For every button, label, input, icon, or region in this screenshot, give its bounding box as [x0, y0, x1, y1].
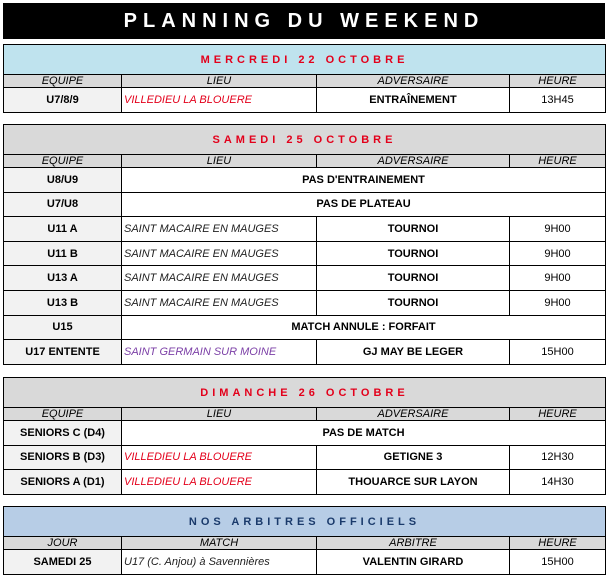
jour-cell: SAMEDI 25: [4, 550, 122, 575]
adversaire-cell: ENTRAÎNEMENT: [317, 88, 510, 113]
col-header-equipe: EQUIPE: [4, 155, 122, 168]
lieu-cell: SAINT MACAIRE EN MAUGES: [122, 217, 317, 242]
note-cell: PAS DE PLATEAU: [122, 192, 606, 217]
team-cell: U7/U8: [4, 192, 122, 217]
lieu-cell: VILLEDIEU LA BLOUERE: [122, 88, 317, 113]
col-header-adversaire: ADVERSAIRE: [317, 408, 510, 421]
table-row: [4, 241, 606, 266]
note-cell: PAS D'ENTRAINEMENT: [122, 168, 606, 193]
team-cell: U17 ENTENTE: [4, 340, 122, 365]
arbitres-banner: NOS ARBITRES OFFICIELS: [4, 507, 606, 537]
col-header-match: MATCH: [122, 537, 317, 550]
lieu-cell: VILLEDIEU LA BLOUERE: [122, 470, 317, 495]
lieu-cell: SAINT MACAIRE EN MAUGES: [122, 266, 317, 291]
team-cell: U15: [4, 315, 122, 340]
note-cell: MATCH ANNULE : FORFAIT: [122, 315, 606, 340]
table-row: [4, 445, 606, 470]
col-header-heure: HEURE: [510, 537, 606, 550]
heure-cell: 9H00: [510, 241, 606, 266]
col-header-equipe: EQUIPE: [4, 408, 122, 421]
day-banner: MERCREDI 22 OCTOBRE: [4, 45, 606, 75]
col-header-adversaire: ADVERSAIRE: [317, 75, 510, 88]
table-row: [4, 421, 606, 446]
lieu-cell: VILLEDIEU LA BLOUERE: [122, 445, 317, 470]
col-header-heure: HEURE: [510, 408, 606, 421]
schedule-samedi: [3, 124, 606, 365]
col-header-lieu: LIEU: [122, 155, 317, 168]
heure-cell: 15H00: [510, 550, 606, 575]
table-row: [4, 550, 606, 575]
heure-cell: 13H45: [510, 88, 606, 113]
note-cell: PAS DE MATCH: [122, 421, 606, 446]
heure-cell: 14H30: [510, 470, 606, 495]
table-row: [4, 88, 606, 113]
col-header-equipe: EQUIPE: [4, 75, 122, 88]
adversaire-cell: GJ MAY BE LEGER: [317, 340, 510, 365]
table-row: [4, 266, 606, 291]
col-header-arbitre: ARBITRE: [317, 537, 510, 550]
adversaire-cell: TOURNOI: [317, 266, 510, 291]
schedule-mercredi: [3, 44, 606, 113]
col-header-adversaire: ADVERSAIRE: [317, 155, 510, 168]
adversaire-cell: TOURNOI: [317, 217, 510, 242]
heure-cell: 12H30: [510, 445, 606, 470]
table-row: [4, 290, 606, 315]
team-cell: SENIORS A (D1): [4, 470, 122, 495]
arbitre-cell: VALENTIN GIRARD: [317, 550, 510, 575]
team-cell: U13 B: [4, 290, 122, 315]
adversaire-cell: THOUARCE SUR LAYON: [317, 470, 510, 495]
team-cell: U8/U9: [4, 168, 122, 193]
lieu-cell: SAINT MACAIRE EN MAUGES: [122, 241, 317, 266]
team-cell: SENIORS C (D4): [4, 421, 122, 446]
schedule-dimanche: [3, 377, 606, 495]
col-header-heure: HEURE: [510, 155, 606, 168]
table-row: [4, 217, 606, 242]
team-cell: U11 B: [4, 241, 122, 266]
table-row: [4, 192, 606, 217]
team-cell: U11 A: [4, 217, 122, 242]
lieu-cell: SAINT GERMAIN SUR MOINE: [122, 340, 317, 365]
table-row: [4, 470, 606, 495]
table-row: [4, 168, 606, 193]
day-banner: SAMEDI 25 OCTOBRE: [4, 125, 606, 155]
col-header-lieu: LIEU: [122, 408, 317, 421]
heure-cell: 9H00: [510, 217, 606, 242]
heure-cell: 15H00: [510, 340, 606, 365]
arbitres-table: [3, 506, 606, 575]
team-cell: SENIORS B (D3): [4, 445, 122, 470]
lieu-cell: SAINT MACAIRE EN MAUGES: [122, 290, 317, 315]
adversaire-cell: GETIGNE 3: [317, 445, 510, 470]
heure-cell: 9H00: [510, 290, 606, 315]
page-title: PLANNING DU WEEKEND: [3, 3, 605, 39]
adversaire-cell: TOURNOI: [317, 290, 510, 315]
col-header-jour: JOUR: [4, 537, 122, 550]
heure-cell: 9H00: [510, 266, 606, 291]
col-header-lieu: LIEU: [122, 75, 317, 88]
col-header-heure: HEURE: [510, 75, 606, 88]
day-banner: DIMANCHE 26 OCTOBRE: [4, 378, 606, 408]
table-row: [4, 315, 606, 340]
match-cell: U17 (C. Anjou) à Savennières: [122, 550, 317, 575]
adversaire-cell: TOURNOI: [317, 241, 510, 266]
team-cell: U13 A: [4, 266, 122, 291]
team-cell: U7/8/9: [4, 88, 122, 113]
table-row: [4, 340, 606, 365]
